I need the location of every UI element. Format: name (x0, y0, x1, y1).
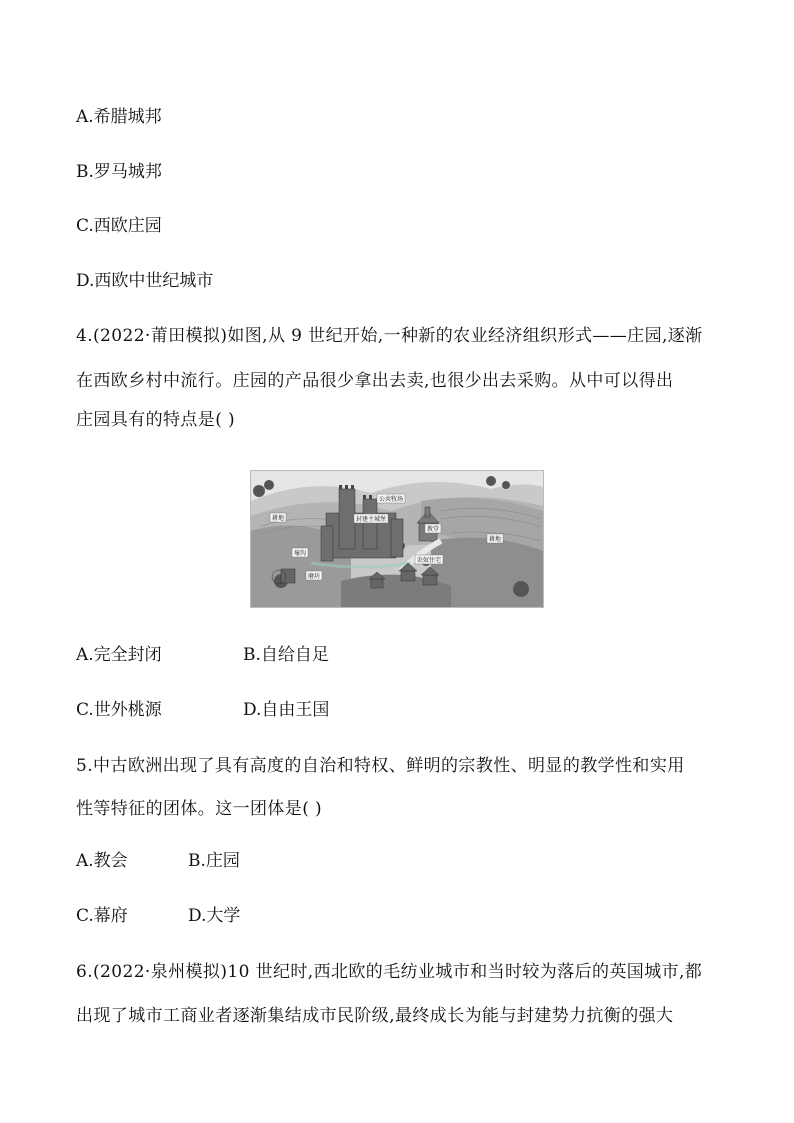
q3-option-c: C.西欧庄园 (76, 216, 162, 236)
q4-stem-line-2: 在西欧乡村中流行。庄园的产品很少拿出去卖,也很少出去采购。从中可以得出 (76, 371, 674, 391)
svg-text:农奴住宅: 农奴住宅 (417, 557, 442, 564)
q6-stem-line-2: 出现了城市工商业者逐渐集结成市民阶级,最终成长为能与封建势力抗衡的强大 (76, 1006, 674, 1026)
svg-text:耕地: 耕地 (272, 515, 285, 522)
q5-option-b: B.庄园 (188, 851, 240, 871)
q6-stem-line-1: 6.(2022·泉州模拟)10 世纪时,西北欧的毛纺业城市和当时较为落后的英国城市,都 (76, 962, 703, 982)
q5-option-d: D.大学 (188, 906, 241, 926)
label-pasture (377, 494, 405, 503)
q4-stem-line-3: 庄园具有的特点是( ) (76, 410, 236, 430)
label-moat (292, 548, 308, 557)
label-field-left (270, 513, 286, 522)
label-field-right (487, 534, 503, 543)
label-church (425, 524, 441, 533)
q3-option-a: A.希腊城邦 (76, 107, 162, 127)
manor-illustration (250, 470, 544, 608)
svg-text:磨坊: 磨坊 (308, 573, 321, 580)
q5-stem-line-1: 5.中古欧洲出现了具有高度的自治和特权、鲜明的宗教性、明显的教学性和实用 (76, 756, 685, 776)
q5-option-a: A.教会 (76, 851, 128, 871)
label-serf-houses (415, 555, 443, 564)
q4-option-c: C.世外桃源 (76, 700, 162, 720)
q3-option-b: B.罗马城邦 (76, 162, 162, 182)
q5-option-c: C.幕府 (76, 906, 128, 926)
q4-stem-line-1: 4.(2022·莆田模拟)如图,从 9 世纪开始,一种新的农业经济组织形式——庄园,逐渐 (76, 326, 703, 346)
q4-option-b: B.自给自足 (243, 645, 329, 665)
q3-option-d: D.西欧中世纪城市 (76, 271, 214, 291)
label-castle (354, 514, 388, 523)
q5-stem-line-2: 性等特征的团体。这一团体是( ) (76, 799, 323, 819)
label-mill (306, 571, 322, 580)
svg-text:教堂: 教堂 (427, 526, 440, 533)
svg-text:公共牧场: 公共牧场 (379, 496, 404, 503)
svg-text:壕沟: 壕沟 (294, 550, 307, 557)
q4-option-d: D.自由王国 (243, 700, 330, 720)
svg-text:耕地: 耕地 (489, 536, 502, 543)
svg-text:封建主城堡: 封建主城堡 (356, 516, 387, 523)
q4-option-a: A.完全封闭 (76, 645, 162, 665)
